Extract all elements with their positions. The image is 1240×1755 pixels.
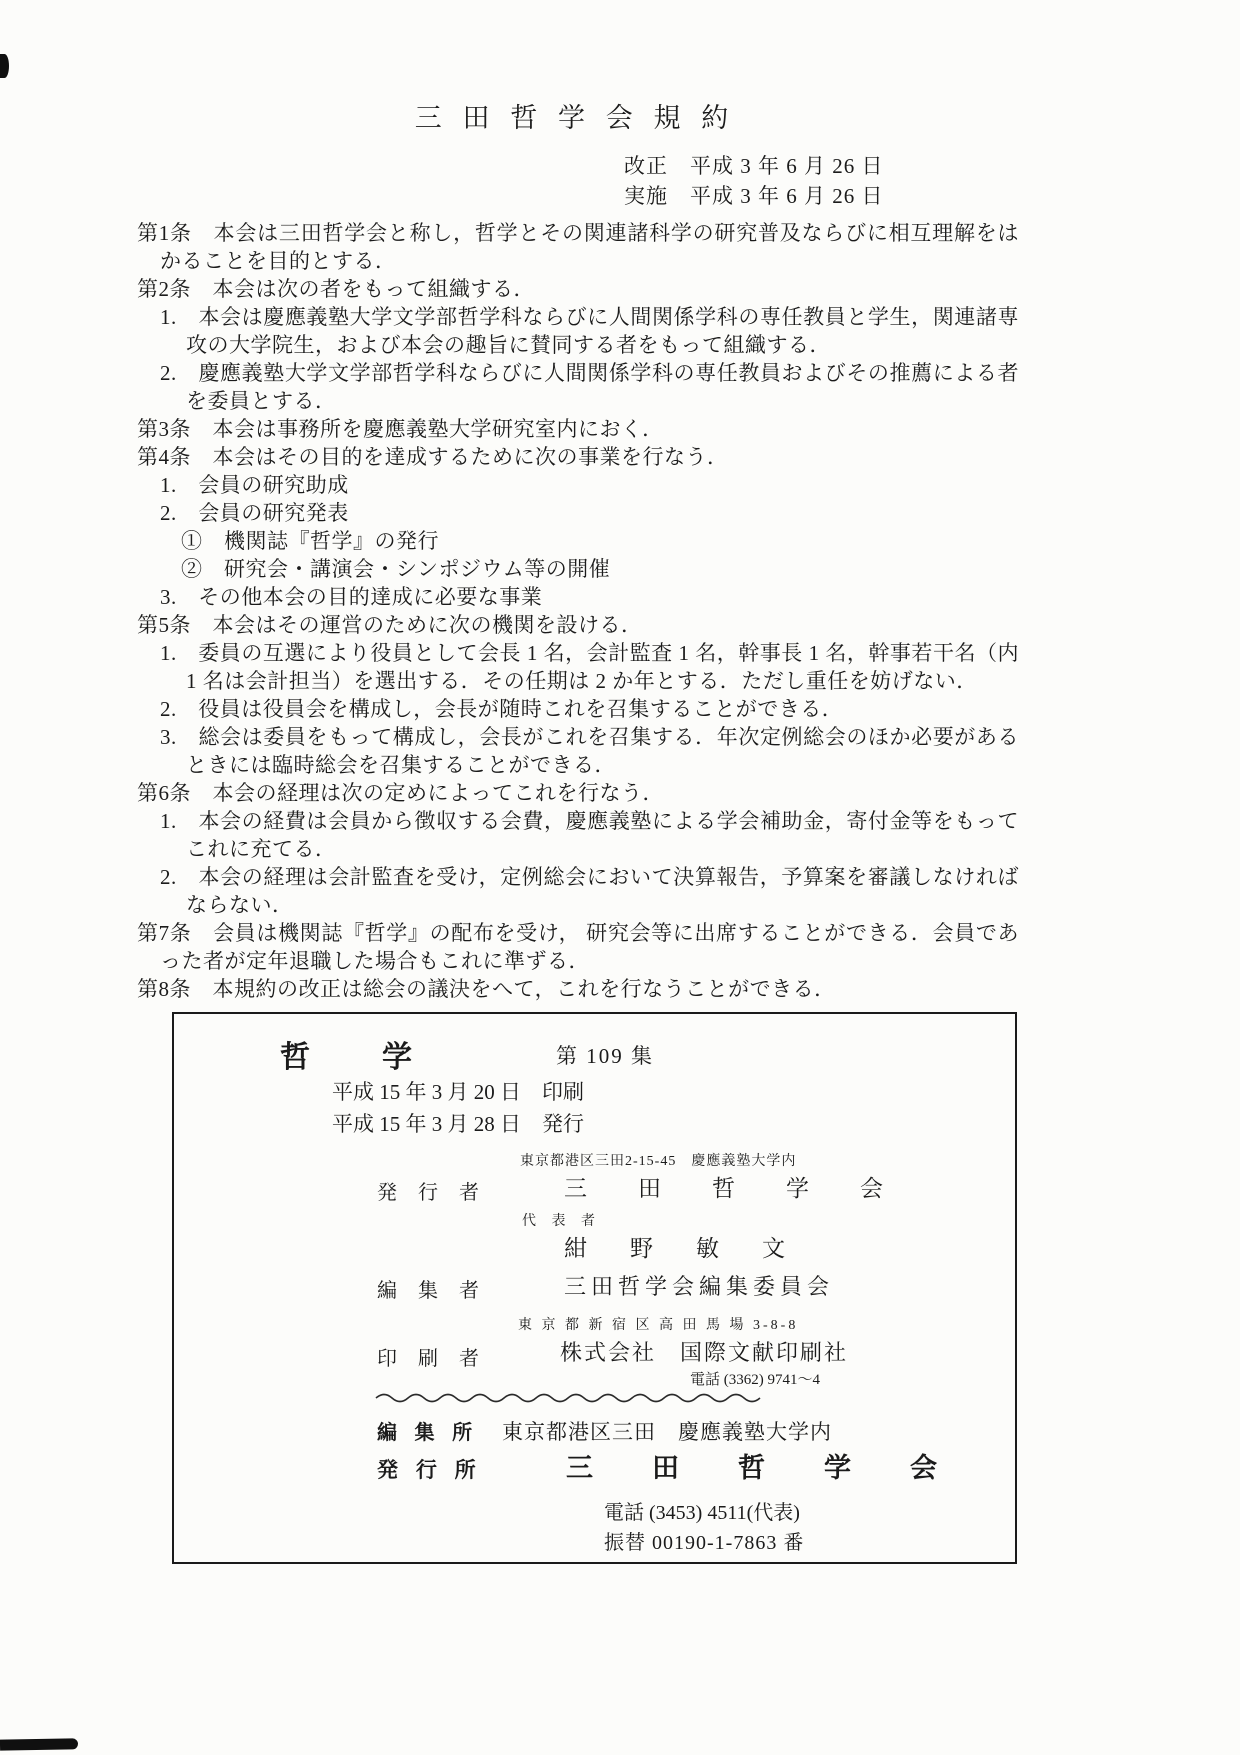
revised-date: 改正 平成 3 年 6 月 26 日	[624, 154, 884, 178]
article-line: 1. 本会は慶應義塾大学文学部哲学科ならびに人間関係学科の専任教員と学生，関連諸専攻の大学院生，および本会の趣旨に賛同する者をもって組織する．	[160, 305, 1019, 357]
editing-office-value: 東京都港区三田 慶應義塾大学内	[502, 1420, 832, 1444]
printer-phone: 電話 (3362) 9741～4	[690, 1372, 820, 1388]
colophon-box	[172, 1012, 1017, 1564]
article-line: 1. 委員の互選により役員として会長 1 名，会計監査 1 名，幹事長 1 名，幹事若干名（内 1 名は会計担当）を選出する．その任期は 2 か年とする．ただし重任を妨げない．	[160, 641, 1019, 693]
publishing-office-value: 三 田 哲 学 会	[566, 1453, 953, 1483]
document-title: 三 田 哲 学 会 規 約	[414, 103, 736, 133]
wavy-divider	[374, 1390, 762, 1408]
postal-transfer: 振替 00190-1-7863 番	[604, 1532, 805, 1554]
article-line: 第1条 本会は三田哲学会と称し，哲学とその関連諸科学の研究普及ならびに相互理解をはかることを目的とする．	[137, 221, 1019, 273]
article-line: 第8条 本規約の改正は総会の議決をへて，これを行なうことができる．	[137, 977, 836, 1001]
article-line: ② 研究会・講演会・シンポジウム等の開催	[181, 557, 611, 581]
articles	[137, 219, 1019, 1003]
article-line: 第3条 本会は事務所を慶應義塾大学研究室内におく．	[137, 417, 664, 441]
article-line: 1. 会員の研究助成	[160, 473, 349, 497]
printer-name: 株式会社 国際文献印刷社	[560, 1340, 849, 1365]
scan-artifact-bottom	[0, 1738, 78, 1750]
article-line: ① 機関誌『哲学』の発行	[181, 529, 439, 553]
editing-office-label: 編 集 所	[377, 1422, 479, 1444]
office-phone: 電話 (3453) 4511(代表)	[604, 1502, 800, 1524]
issue-number: 第 109 集	[556, 1044, 654, 1068]
article-line: 第6条 本会の経理は次の定めによってこれを行なう．	[137, 781, 664, 805]
article-line: 第5条 本会はその運営のために次の機関を設ける．	[137, 613, 643, 637]
journal-title: 哲 学	[280, 1041, 416, 1074]
editor-label: 編 集 者	[377, 1280, 487, 1302]
article-line: 2. 本会の経理は会計監査を受け，定例総会において決算報告，予算案を審議しなければならない．	[160, 865, 1019, 917]
article-line: 第4条 本会はその目的を達成するために次の事業を行なう．	[137, 445, 729, 469]
article-line: 2. 役員は役員会を構成し，会長が随時これを召集することができる．	[160, 697, 844, 721]
article-line: 3. 総会は委員をもって構成し，会長がこれを召集する．年次定例総会のほか必要があるときには臨時総会を召集することができる．	[160, 725, 1019, 777]
publisher-address: 東京都港区三田2-15-45 慶應義塾大学内	[520, 1154, 797, 1169]
representative-label: 代 表 者	[522, 1214, 601, 1229]
printer-address: 東 京 都 新 宿 区 高 田 馬 場 3-8-8	[518, 1318, 799, 1333]
article-line: 3. その他本会の目的達成に必要な事業	[160, 585, 543, 609]
representative-name: 紺 野 敏 文	[564, 1236, 795, 1261]
scan-artifact-top	[0, 54, 9, 78]
printer-label: 印 刷 者	[377, 1348, 487, 1370]
article-line: 2. 会員の研究発表	[160, 501, 349, 525]
article-line: 2. 慶應義塾大学文学部哲学科ならびに人間関係学科の専任教員およびその推薦による者を委員とする．	[160, 361, 1019, 413]
article-line: 1. 本会の経費は会員から徴収する会費，慶應義塾による学会補助金，寄付金等をもってこれに充てる．	[160, 809, 1019, 861]
publisher-name: 三 田 哲 学 会	[564, 1176, 897, 1201]
revision-dates	[624, 151, 1240, 211]
publisher-label: 発 行 者	[377, 1182, 487, 1204]
effective-date: 実施 平成 3 年 6 月 26 日	[624, 184, 884, 208]
publishing-office-label: 発 行 所	[377, 1459, 482, 1482]
article-line: 第7条 会員は機関誌『哲学』の配布を受け， 研究会等に出席することができる．会員であった者が定年退職した場合もこれに準ずる．	[137, 921, 1019, 973]
editor-name: 三田哲学会編集委員会	[564, 1274, 835, 1299]
article-line: 第2条 本会は次の者をもって組織する．	[137, 277, 535, 301]
printed-date: 平成 15 年 3 月 20 日 印刷	[332, 1080, 584, 1104]
published-date: 平成 15 年 3 月 28 日 発行	[332, 1112, 584, 1136]
